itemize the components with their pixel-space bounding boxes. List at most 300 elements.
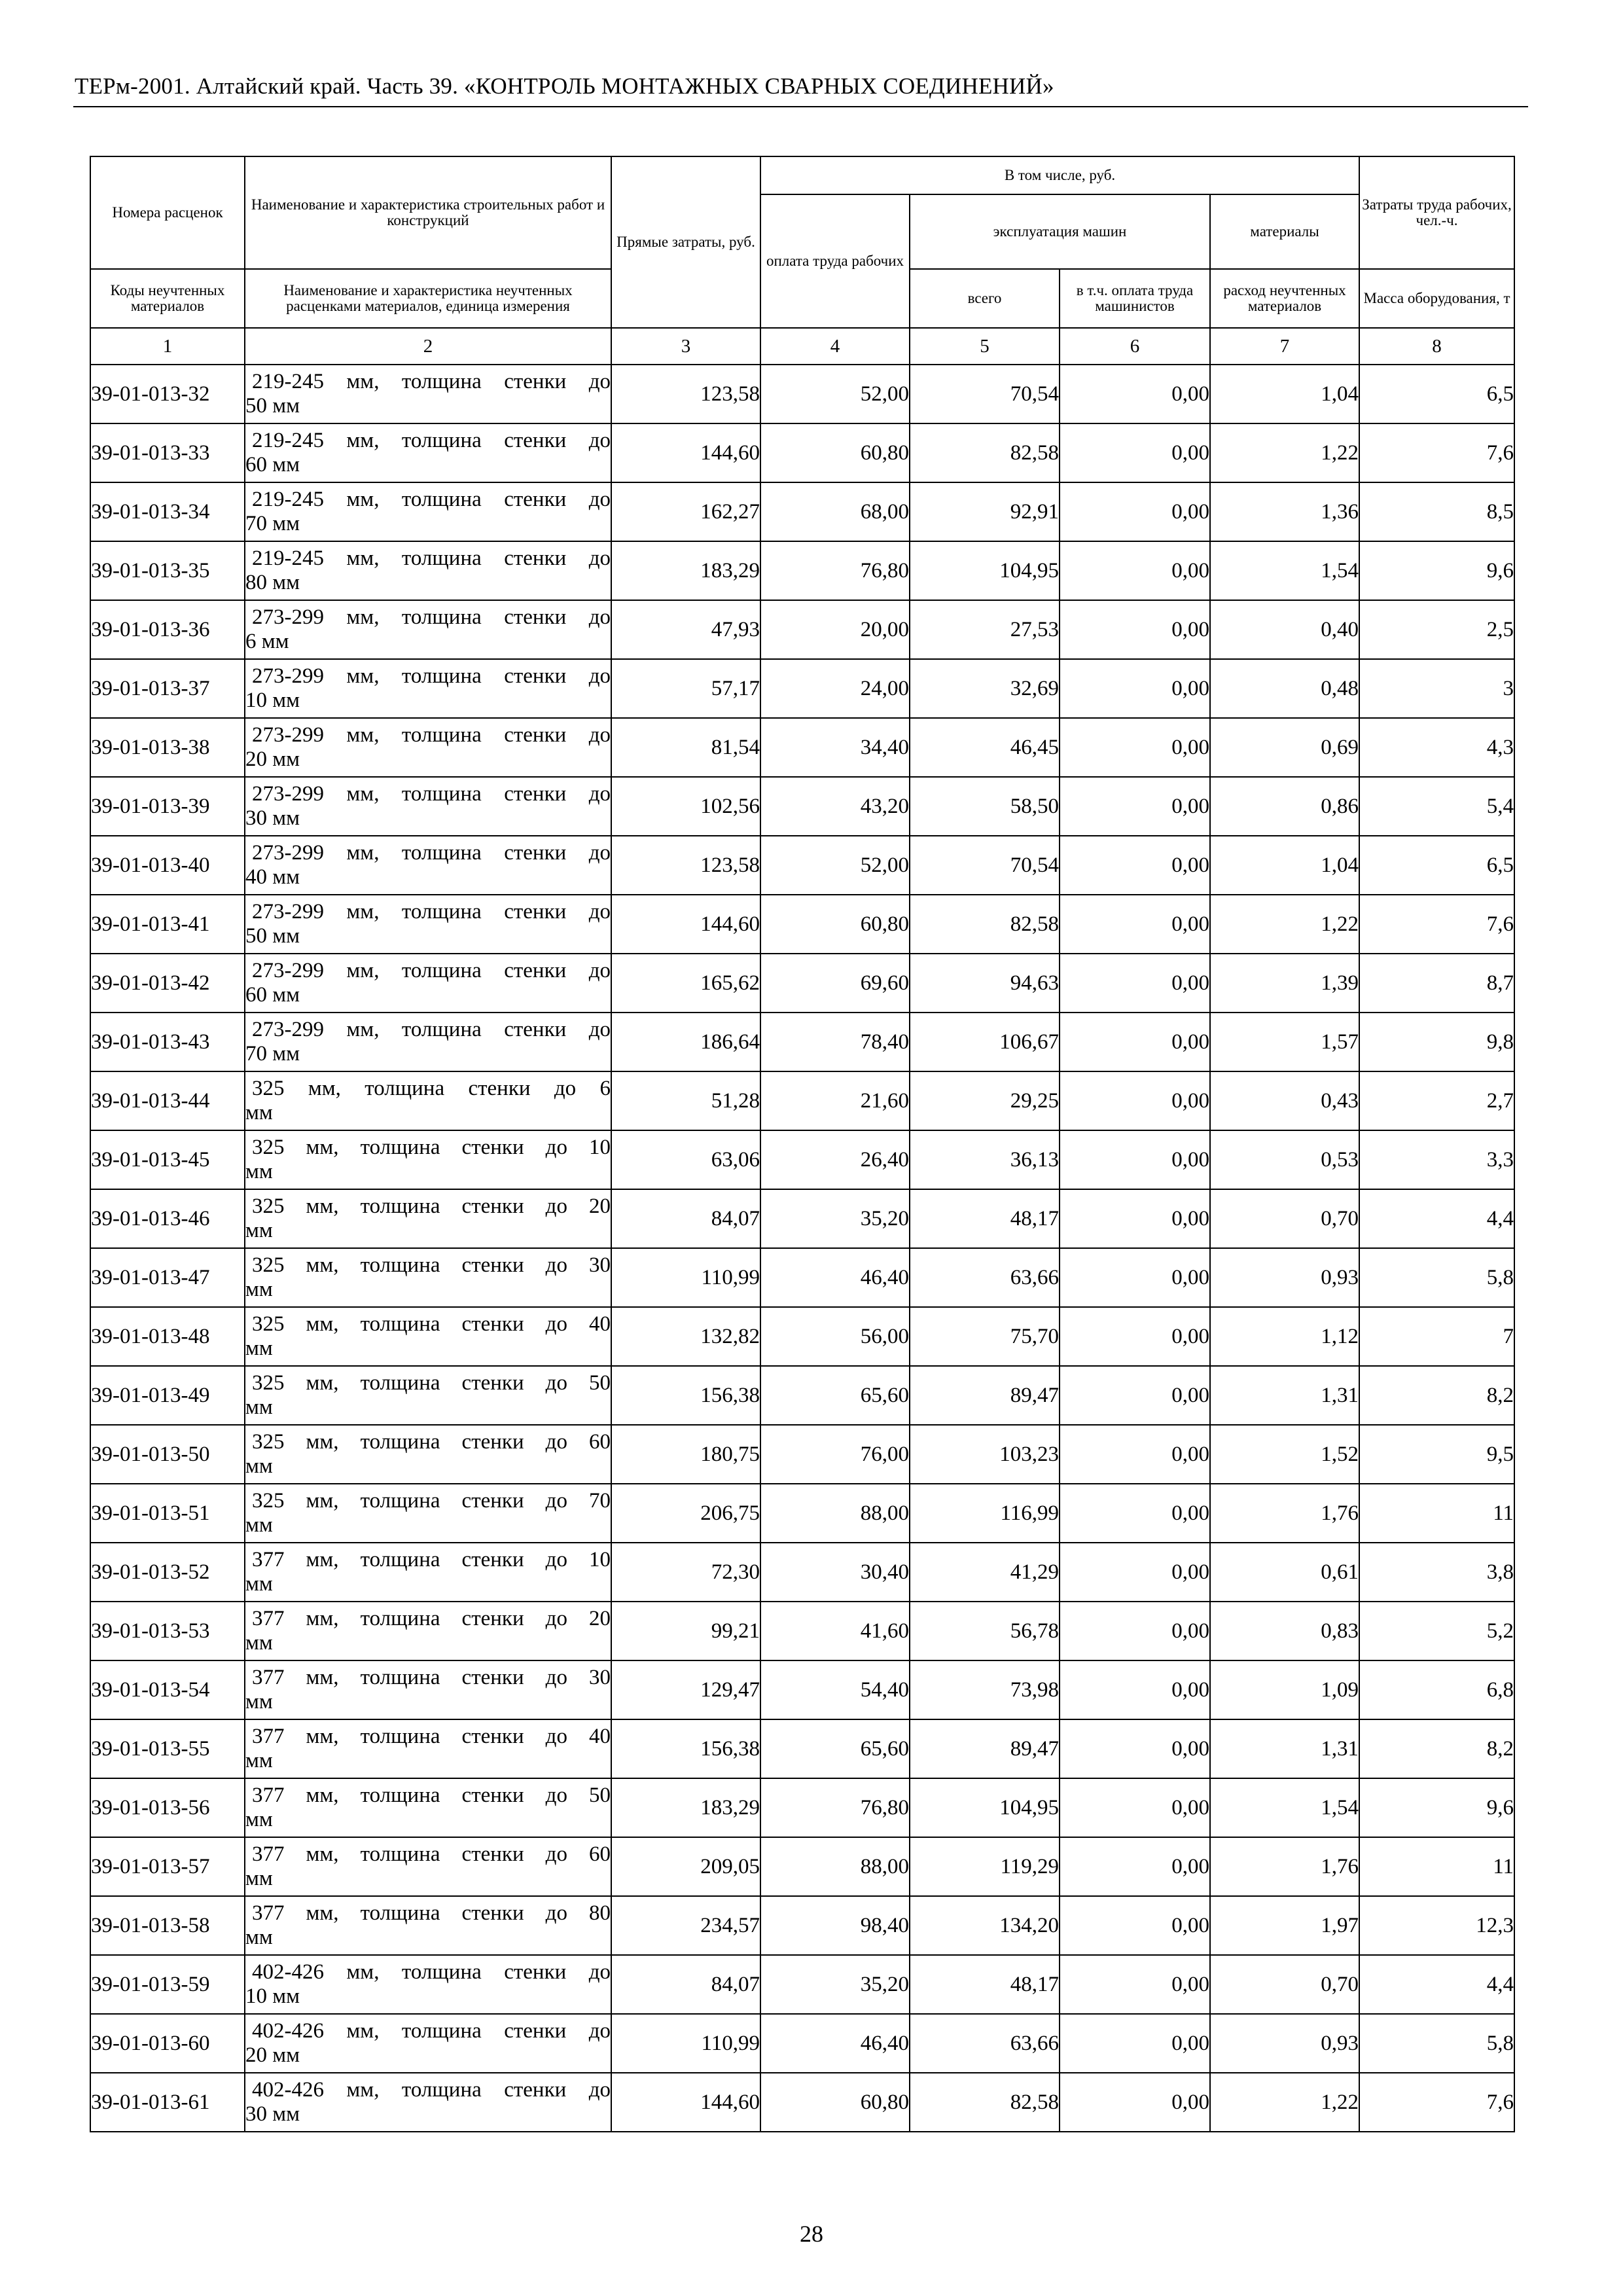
work-name-cell — [245, 1896, 611, 1955]
worker-pay-cell: 98,40 — [760, 1896, 910, 1955]
worker-pay-cell: 60,80 — [760, 423, 910, 482]
machines-total-cell: 82,58 — [910, 423, 1060, 482]
rate-code-cell: 39-01-013-59 — [90, 1955, 245, 2014]
machines-total-cell: 104,95 — [910, 541, 1060, 600]
machines-total-cell: 41,29 — [910, 1543, 1060, 1602]
table-row — [90, 836, 1514, 895]
table-row — [90, 895, 1514, 954]
table-row — [90, 600, 1514, 659]
header-rate-numbers: Номера расценок — [90, 156, 245, 269]
work-name-line: 50 мм — [245, 924, 300, 948]
work-name-line: 377 мм, толщина стенки до 40 — [252, 1725, 611, 1748]
direct-costs-cell: 144,60 — [611, 895, 760, 954]
materials-cell: 0,40 — [1210, 600, 1359, 659]
page-number: 28 — [800, 2221, 823, 2247]
operator-pay-cell: 0,00 — [1060, 1307, 1210, 1366]
work-name-line: мм — [245, 1101, 273, 1124]
operator-pay-cell: 0,00 — [1060, 1602, 1210, 1660]
worker-pay-cell: 35,20 — [760, 1955, 910, 2014]
work-name-line: мм — [245, 1690, 273, 1713]
operator-pay-cell: 0,00 — [1060, 659, 1210, 718]
operator-pay-cell: 0,00 — [1060, 718, 1210, 777]
labor-costs-cell: 8,2 — [1359, 1366, 1514, 1425]
work-name-line: мм — [245, 1749, 273, 1772]
labor-costs-cell: 9,8 — [1359, 1013, 1514, 1071]
work-name-line: 50 мм — [245, 394, 300, 418]
worker-pay-cell: 88,00 — [760, 1484, 910, 1543]
work-name-line: 377 мм, толщина стенки до 60 — [252, 1842, 611, 1866]
header-machines-total: всего — [910, 269, 1060, 328]
worker-pay-cell: 41,60 — [760, 1602, 910, 1660]
rates-table — [90, 156, 1515, 2132]
operator-pay-cell: 0,00 — [1060, 482, 1210, 541]
machines-total-cell: 94,63 — [910, 954, 1060, 1013]
operator-pay-cell: 0,00 — [1060, 777, 1210, 836]
work-name-line: 402-426 мм, толщина стенки до — [252, 2078, 611, 2102]
operator-pay-cell: 0,00 — [1060, 1189, 1210, 1248]
materials-cell: 0,70 — [1210, 1955, 1359, 2014]
materials-cell: 1,54 — [1210, 1778, 1359, 1837]
labor-costs-cell: 3,3 — [1359, 1130, 1514, 1189]
work-name-line: 273-299 мм, толщина стенки до — [252, 900, 611, 924]
work-name-line: 60 мм — [245, 453, 300, 476]
operator-pay-cell: 0,00 — [1060, 1425, 1210, 1484]
work-name-cell — [245, 1955, 611, 2014]
direct-costs-cell: 102,56 — [611, 777, 760, 836]
work-name-line: 377 мм, толщина стенки до 30 — [252, 1666, 611, 1689]
work-name-line: 219-245 мм, толщина стенки до — [252, 547, 611, 570]
table-row — [90, 1602, 1514, 1660]
work-name-cell — [245, 482, 611, 541]
labor-costs-cell: 11 — [1359, 1484, 1514, 1543]
machines-total-cell: 134,20 — [910, 1896, 1060, 1955]
labor-costs-cell: 7 — [1359, 1307, 1514, 1366]
table-row — [90, 1071, 1514, 1130]
materials-cell: 1,52 — [1210, 1425, 1359, 1484]
worker-pay-cell: 21,60 — [760, 1071, 910, 1130]
machines-total-cell: 58,50 — [910, 777, 1060, 836]
materials-cell: 0,93 — [1210, 2014, 1359, 2073]
rate-code-cell: 39-01-013-36 — [90, 600, 245, 659]
work-name-line: 402-426 мм, толщина стенки до — [252, 2019, 611, 2043]
worker-pay-cell: 60,80 — [760, 895, 910, 954]
header-material-codes: Коды неучтенных материалов — [90, 269, 245, 328]
direct-costs-cell: 144,60 — [611, 2073, 760, 2132]
work-name-line: мм — [245, 1160, 273, 1183]
work-name-cell — [245, 1719, 611, 1778]
operator-pay-cell: 0,00 — [1060, 1719, 1210, 1778]
header-unaccounted-materials: расход неучтенных материалов — [1210, 269, 1359, 328]
header-material-names: Наименование и характеристика неучтенных расценками материалов, единица измерения — [245, 269, 611, 328]
table-row — [90, 1719, 1514, 1778]
rate-code-cell: 39-01-013-61 — [90, 2073, 245, 2132]
work-name-cell — [245, 1660, 611, 1719]
machines-total-cell: 56,78 — [910, 1602, 1060, 1660]
materials-cell: 1,76 — [1210, 1837, 1359, 1896]
direct-costs-cell: 110,99 — [611, 2014, 760, 2073]
work-name-cell — [245, 1543, 611, 1602]
rate-code-cell: 39-01-013-53 — [90, 1602, 245, 1660]
rate-code-cell: 39-01-013-46 — [90, 1189, 245, 1248]
table-row — [90, 659, 1514, 718]
work-name-line: мм — [245, 1631, 273, 1655]
operator-pay-cell: 0,00 — [1060, 1543, 1210, 1602]
table-row — [90, 1955, 1514, 2014]
rate-code-cell: 39-01-013-41 — [90, 895, 245, 954]
rate-code-cell: 39-01-013-42 — [90, 954, 245, 1013]
materials-cell: 1,36 — [1210, 482, 1359, 541]
machines-total-cell: 63,66 — [910, 2014, 1060, 2073]
rate-code-cell: 39-01-013-44 — [90, 1071, 245, 1130]
work-name-line: мм — [245, 1278, 273, 1301]
labor-costs-cell: 8,5 — [1359, 482, 1514, 541]
work-name-cell — [245, 541, 611, 600]
table-row — [90, 954, 1514, 1013]
work-name-cell — [245, 2014, 611, 2073]
column-number: 6 — [1060, 328, 1210, 365]
machines-total-cell: 106,67 — [910, 1013, 1060, 1071]
machines-total-cell: 73,98 — [910, 1660, 1060, 1719]
operator-pay-cell: 0,00 — [1060, 1778, 1210, 1837]
labor-costs-cell: 4,3 — [1359, 718, 1514, 777]
materials-cell: 0,69 — [1210, 718, 1359, 777]
operator-pay-cell: 0,00 — [1060, 954, 1210, 1013]
labor-costs-cell: 2,5 — [1359, 600, 1514, 659]
rate-code-cell: 39-01-013-48 — [90, 1307, 245, 1366]
materials-cell: 1,09 — [1210, 1660, 1359, 1719]
machines-total-cell: 70,54 — [910, 365, 1060, 423]
header-machine-operation: эксплуатация машин — [910, 194, 1210, 269]
table-row — [90, 1837, 1514, 1896]
worker-pay-cell: 56,00 — [760, 1307, 910, 1366]
work-name-cell — [245, 1425, 611, 1484]
table-row — [90, 1130, 1514, 1189]
work-name-line: мм — [245, 1395, 273, 1419]
work-name-line: мм — [245, 1336, 273, 1360]
work-name-cell — [245, 777, 611, 836]
work-name-line: 10 мм — [245, 1984, 300, 2008]
worker-pay-cell: 43,20 — [760, 777, 910, 836]
direct-costs-cell: 183,29 — [611, 541, 760, 600]
machines-total-cell: 82,58 — [910, 895, 1060, 954]
worker-pay-cell: 24,00 — [760, 659, 910, 718]
table-row — [90, 1484, 1514, 1543]
rate-code-cell: 39-01-013-33 — [90, 423, 245, 482]
direct-costs-cell: 72,30 — [611, 1543, 760, 1602]
work-name-cell — [245, 718, 611, 777]
machines-total-cell: 36,13 — [910, 1130, 1060, 1189]
direct-costs-cell: 47,93 — [611, 600, 760, 659]
operator-pay-cell: 0,00 — [1060, 2014, 1210, 2073]
work-name-line: 30 мм — [245, 2102, 300, 2126]
work-name-line: мм — [245, 1454, 273, 1478]
direct-costs-cell: 156,38 — [611, 1366, 760, 1425]
labor-costs-cell: 7,6 — [1359, 2073, 1514, 2132]
table-body — [90, 365, 1514, 2132]
work-name-line: мм — [245, 1808, 273, 1831]
machines-total-cell: 27,53 — [910, 600, 1060, 659]
work-name-line: 273-299 мм, толщина стенки до — [252, 605, 611, 629]
direct-costs-cell: 123,58 — [611, 836, 760, 895]
table-row — [90, 1248, 1514, 1307]
operator-pay-cell: 0,00 — [1060, 836, 1210, 895]
work-name-line: 325 мм, толщина стенки до 6 — [252, 1077, 611, 1100]
work-name-cell — [245, 895, 611, 954]
column-number: 4 — [760, 328, 910, 365]
header-divider — [73, 106, 1528, 107]
work-name-cell — [245, 1071, 611, 1130]
materials-cell: 1,22 — [1210, 895, 1359, 954]
machines-total-cell: 48,17 — [910, 1189, 1060, 1248]
labor-costs-cell: 5,2 — [1359, 1602, 1514, 1660]
work-name-line: 219-245 мм, толщина стенки до — [252, 429, 611, 452]
materials-cell: 1,04 — [1210, 836, 1359, 895]
materials-cell: 0,53 — [1210, 1130, 1359, 1189]
worker-pay-cell: 65,60 — [760, 1366, 910, 1425]
operator-pay-cell: 0,00 — [1060, 423, 1210, 482]
table-row — [90, 1543, 1514, 1602]
machines-total-cell: 92,91 — [910, 482, 1060, 541]
work-name-line: 70 мм — [245, 1042, 300, 1066]
work-name-line: 325 мм, толщина стенки до 60 — [252, 1430, 611, 1454]
worker-pay-cell: 30,40 — [760, 1543, 910, 1602]
work-name-line: 273-299 мм, толщина стенки до — [252, 782, 611, 806]
worker-pay-cell: 20,00 — [760, 600, 910, 659]
machines-total-cell: 48,17 — [910, 1955, 1060, 2014]
labor-costs-cell: 5,4 — [1359, 777, 1514, 836]
machines-total-cell: 29,25 — [910, 1071, 1060, 1130]
direct-costs-cell: 156,38 — [611, 1719, 760, 1778]
operator-pay-cell: 0,00 — [1060, 1837, 1210, 1896]
work-name-cell — [245, 1602, 611, 1660]
operator-pay-cell: 0,00 — [1060, 600, 1210, 659]
worker-pay-cell: 46,40 — [760, 2014, 910, 2073]
work-name-line: мм — [245, 1867, 273, 1890]
work-name-cell — [245, 1130, 611, 1189]
table-row — [90, 1778, 1514, 1837]
direct-costs-cell: 57,17 — [611, 659, 760, 718]
labor-costs-cell: 9,6 — [1359, 1778, 1514, 1837]
materials-cell: 0,43 — [1210, 1071, 1359, 1130]
rate-code-cell: 39-01-013-58 — [90, 1896, 245, 1955]
column-number: 1 — [90, 328, 245, 365]
labor-costs-cell: 7,6 — [1359, 895, 1514, 954]
work-name-cell — [245, 1248, 611, 1307]
labor-costs-cell: 3 — [1359, 659, 1514, 718]
labor-costs-cell: 9,6 — [1359, 541, 1514, 600]
work-name-cell — [245, 954, 611, 1013]
labor-costs-cell: 6,5 — [1359, 365, 1514, 423]
rate-code-cell: 39-01-013-60 — [90, 2014, 245, 2073]
rate-code-cell: 39-01-013-54 — [90, 1660, 245, 1719]
rate-code-cell: 39-01-013-52 — [90, 1543, 245, 1602]
header-including: В том числе, руб. — [760, 156, 1359, 194]
direct-costs-cell: 63,06 — [611, 1130, 760, 1189]
work-name-line: 273-299 мм, толщина стенки до — [252, 1018, 611, 1041]
operator-pay-cell: 0,00 — [1060, 1660, 1210, 1719]
operator-pay-cell: 0,00 — [1060, 541, 1210, 600]
work-name-line: 377 мм, толщина стенки до 50 — [252, 1784, 611, 1807]
work-name-line: 30 мм — [245, 806, 300, 830]
table-row — [90, 1307, 1514, 1366]
worker-pay-cell: 65,60 — [760, 1719, 910, 1778]
machines-total-cell: 116,99 — [910, 1484, 1060, 1543]
work-name-cell — [245, 1013, 611, 1071]
direct-costs-cell: 110,99 — [611, 1248, 760, 1307]
operator-pay-cell: 0,00 — [1060, 1013, 1210, 1071]
materials-cell: 0,86 — [1210, 777, 1359, 836]
labor-costs-cell: 11 — [1359, 1837, 1514, 1896]
rate-code-cell: 39-01-013-56 — [90, 1778, 245, 1837]
header-worker-pay: оплата труда рабочих — [760, 194, 910, 328]
table-row — [90, 1660, 1514, 1719]
materials-cell: 0,61 — [1210, 1543, 1359, 1602]
work-name-line: 20 мм — [245, 2043, 300, 2067]
operator-pay-cell: 0,00 — [1060, 1896, 1210, 1955]
direct-costs-cell: 180,75 — [611, 1425, 760, 1484]
table-header — [90, 156, 1514, 365]
work-name-line: 273-299 мм, толщина стенки до — [252, 959, 611, 982]
rate-code-cell: 39-01-013-37 — [90, 659, 245, 718]
machines-total-cell: 46,45 — [910, 718, 1060, 777]
work-name-line: 325 мм, толщина стенки до 20 — [252, 1194, 611, 1218]
work-name-line: мм — [245, 1513, 273, 1537]
direct-costs-cell: 84,07 — [611, 1955, 760, 2014]
direct-costs-cell: 144,60 — [611, 423, 760, 482]
work-name-cell — [245, 1366, 611, 1425]
table-row — [90, 482, 1514, 541]
work-name-line: 60 мм — [245, 983, 300, 1007]
rate-code-cell: 39-01-013-40 — [90, 836, 245, 895]
rate-code-cell: 39-01-013-50 — [90, 1425, 245, 1484]
machines-total-cell: 63,66 — [910, 1248, 1060, 1307]
worker-pay-cell: 69,60 — [760, 954, 910, 1013]
worker-pay-cell: 60,80 — [760, 2073, 910, 2132]
machines-total-cell: 119,29 — [910, 1837, 1060, 1896]
table-row — [90, 718, 1514, 777]
materials-cell: 1,31 — [1210, 1366, 1359, 1425]
rate-code-cell: 39-01-013-45 — [90, 1130, 245, 1189]
work-name-line: 20 мм — [245, 747, 300, 771]
worker-pay-cell: 76,00 — [760, 1425, 910, 1484]
work-name-line: 80 мм — [245, 571, 300, 594]
worker-pay-cell: 88,00 — [760, 1837, 910, 1896]
work-name-cell — [245, 600, 611, 659]
header-direct-costs: Прямые затраты, руб. — [611, 156, 760, 328]
work-name-cell — [245, 1778, 611, 1837]
work-name-line: 273-299 мм, толщина стенки до — [252, 664, 611, 688]
table-row — [90, 423, 1514, 482]
column-number: 3 — [611, 328, 760, 365]
direct-costs-cell: 81,54 — [611, 718, 760, 777]
materials-cell: 1,97 — [1210, 1896, 1359, 1955]
machines-total-cell: 89,47 — [910, 1719, 1060, 1778]
work-name-line: 219-245 мм, толщина стенки до — [252, 488, 611, 511]
direct-costs-cell: 84,07 — [611, 1189, 760, 1248]
direct-costs-cell: 129,47 — [611, 1660, 760, 1719]
direct-costs-cell: 186,64 — [611, 1013, 760, 1071]
rate-code-cell: 39-01-013-55 — [90, 1719, 245, 1778]
worker-pay-cell: 34,40 — [760, 718, 910, 777]
rate-code-cell: 39-01-013-47 — [90, 1248, 245, 1307]
materials-cell: 1,22 — [1210, 423, 1359, 482]
worker-pay-cell: 68,00 — [760, 482, 910, 541]
machines-total-cell: 103,23 — [910, 1425, 1060, 1484]
direct-costs-cell: 123,58 — [611, 365, 760, 423]
materials-cell: 1,04 — [1210, 365, 1359, 423]
operator-pay-cell: 0,00 — [1060, 2073, 1210, 2132]
operator-pay-cell: 0,00 — [1060, 1955, 1210, 2014]
worker-pay-cell: 76,80 — [760, 1778, 910, 1837]
rate-code-cell: 39-01-013-51 — [90, 1484, 245, 1543]
work-name-line: мм — [245, 1926, 273, 1949]
work-name-line: 325 мм, толщина стенки до 40 — [252, 1312, 611, 1336]
labor-costs-cell: 4,4 — [1359, 1189, 1514, 1248]
work-name-cell — [245, 1189, 611, 1248]
rate-code-cell: 39-01-013-39 — [90, 777, 245, 836]
labor-costs-cell: 8,7 — [1359, 954, 1514, 1013]
table-row — [90, 541, 1514, 600]
machines-total-cell: 32,69 — [910, 659, 1060, 718]
work-name-line: мм — [245, 1219, 273, 1242]
rate-code-cell: 39-01-013-43 — [90, 1013, 245, 1071]
worker-pay-cell: 35,20 — [760, 1189, 910, 1248]
work-name-line: 377 мм, толщина стенки до 20 — [252, 1607, 611, 1630]
work-name-line: 377 мм, толщина стенки до 80 — [252, 1901, 611, 1925]
labor-costs-cell: 5,8 — [1359, 2014, 1514, 2073]
worker-pay-cell: 52,00 — [760, 365, 910, 423]
operator-pay-cell: 0,00 — [1060, 1484, 1210, 1543]
header-operator-pay: в т.ч. оплата труда машинистов — [1060, 269, 1210, 328]
work-name-line: 219-245 мм, толщина стенки до — [252, 370, 611, 393]
work-name-cell — [245, 365, 611, 423]
labor-costs-cell: 4,4 — [1359, 1955, 1514, 2014]
operator-pay-cell: 0,00 — [1060, 1248, 1210, 1307]
work-name-line: 377 мм, толщина стенки до 10 — [252, 1548, 611, 1571]
labor-costs-cell: 6,8 — [1359, 1660, 1514, 1719]
materials-cell: 0,93 — [1210, 1248, 1359, 1307]
machines-total-cell: 89,47 — [910, 1366, 1060, 1425]
materials-cell: 1,31 — [1210, 1719, 1359, 1778]
operator-pay-cell: 0,00 — [1060, 365, 1210, 423]
rate-code-cell: 39-01-013-32 — [90, 365, 245, 423]
materials-cell: 0,48 — [1210, 659, 1359, 718]
work-name-cell — [245, 1484, 611, 1543]
labor-costs-cell: 9,5 — [1359, 1425, 1514, 1484]
work-name-line: 325 мм, толщина стенки до 50 — [252, 1371, 611, 1395]
direct-costs-cell: 206,75 — [611, 1484, 760, 1543]
operator-pay-cell: 0,00 — [1060, 1366, 1210, 1425]
direct-costs-cell: 132,82 — [611, 1307, 760, 1366]
table-row — [90, 1366, 1514, 1425]
column-number: 2 — [245, 328, 611, 365]
labor-costs-cell: 12,3 — [1359, 1896, 1514, 1955]
labor-costs-cell: 7,6 — [1359, 423, 1514, 482]
direct-costs-cell: 162,27 — [611, 482, 760, 541]
work-name-line: 325 мм, толщина стенки до 70 — [252, 1489, 611, 1513]
work-name-cell — [245, 836, 611, 895]
worker-pay-cell: 52,00 — [760, 836, 910, 895]
rate-code-cell: 39-01-013-49 — [90, 1366, 245, 1425]
rate-code-cell: 39-01-013-34 — [90, 482, 245, 541]
direct-costs-cell: 51,28 — [611, 1071, 760, 1130]
labor-costs-cell: 2,7 — [1359, 1071, 1514, 1130]
materials-cell: 1,54 — [1210, 541, 1359, 600]
table-row — [90, 1425, 1514, 1484]
machines-total-cell: 82,58 — [910, 2073, 1060, 2132]
materials-cell: 1,12 — [1210, 1307, 1359, 1366]
work-name-line: 273-299 мм, толщина стенки до — [252, 841, 611, 865]
